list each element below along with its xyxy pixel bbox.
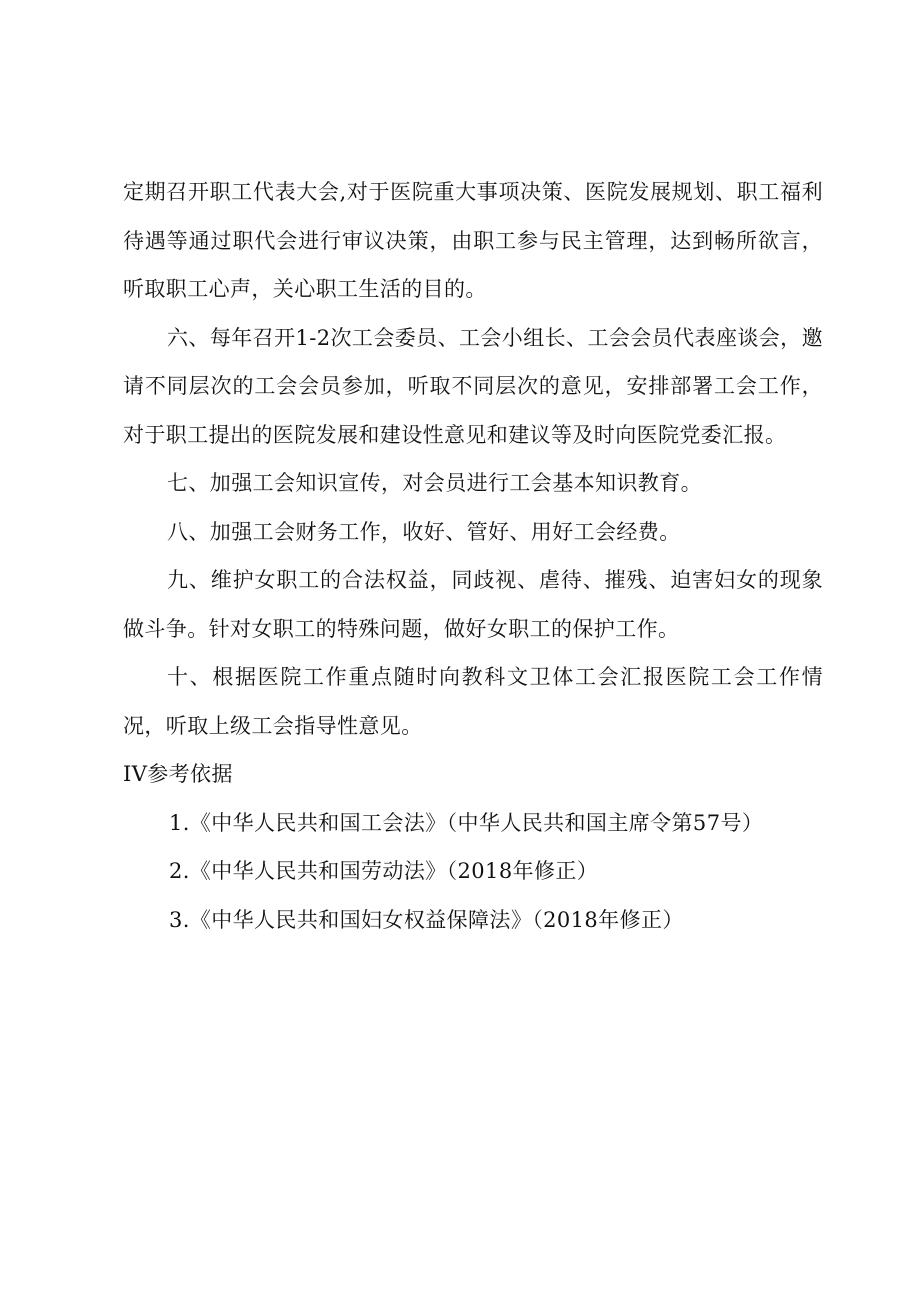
reference-item-3: 3.《中华人民共和国妇女权益保障法》（2018年修正） (169, 907, 684, 932)
section-heading-references: IV参考依据 (123, 762, 233, 786)
paragraph-item-9: 九、维护女职工的合法权益，同歧视、虐待、摧残、迫害妇女的现象做斗争。针对女职工的特殊问题，做好女职工的保护工作。 (123, 568, 823, 641)
paragraph-item-6: 六、每年召开1-2次工会委员、工会小组长、工会会员代表座谈会，邀请不同层次的工会会员参加，听取不同层次的意见，安排部署工会工作，对于职工提出的医院发展和建设性意见和建议等及时向医院党委汇报。 (123, 325, 823, 447)
paragraph-item-10: 十、根据医院工作重点随时向教科文卫体工会汇报医院工会工作情况，听取上级工会指导性意见。 (123, 665, 823, 738)
paragraph-continuation: 定期召开职工代表大会,对于医院重大事项决策、医院发展规划、职工福利待遇等通过职代会进行审议决策，由职工参与民主管理，达到畅所欲言，听取职工心声，关心职工生活的目的。 (123, 180, 823, 301)
paragraph-item-7: 七、加强工会知识宣传，对会员进行工会基本知识教育。 (167, 471, 702, 495)
reference-item-1: 1.《中华人民共和国工会法》（中华人民共和国主席令第57号） (169, 810, 764, 835)
document-body (123, 168, 823, 944)
reference-item-2: 2.《中华人民共和国劳动法》（2018年修正） (169, 859, 599, 883)
paragraph-item-8: 八、加强工会财务工作，收好、管好、用好工会经费。 (167, 519, 681, 544)
